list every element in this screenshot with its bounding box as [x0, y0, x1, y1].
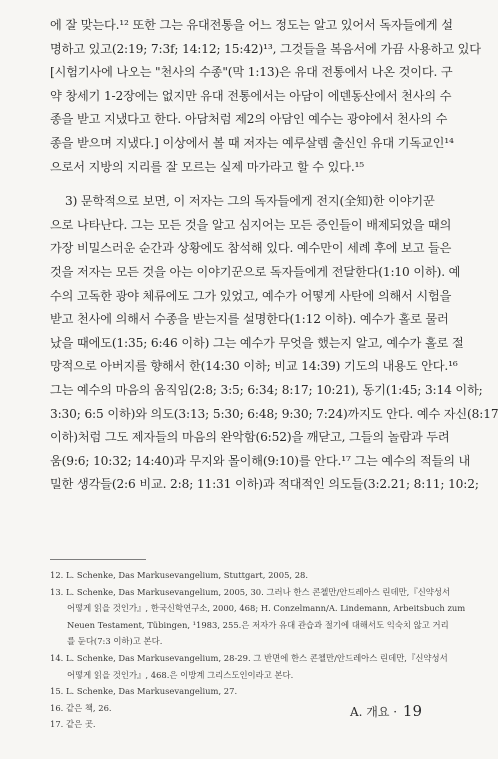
text-line: 밀한 생각들(2:6 비교. 2:8; 11:31 이하)과 적대적인 의도들(3:2.21; 8:11; 10:2; — [50, 477, 479, 492]
footnote — [50, 683, 430, 700]
text-line: 받고 천사에 의해서 수종을 받는지를 설명한다(1:12 이하). 예수가 홀로 물러 — [50, 312, 449, 327]
paragraph — [50, 190, 498, 497]
footnote-line: 어떻게 읽을 것인가』, 468.은 이방계 그리스도인이라고 본다. — [67, 669, 294, 680]
text-line: 났을 때에도(1:35; 6:46 이하) 그는 예수가 무엇을 했는지 알고, 예수가 홀로 절 — [50, 335, 464, 350]
footnote-line: 13. L. Schenke, Das Markusevangelium, 2005, 30. 그러나 한스 콘첼만/안드레아스 린데만,『신약성서 — [50, 586, 451, 597]
footnote-line: 14. L. Schenke, Das Markusevangelium, 28-29. 그 반면에 한스 콘첼만/안드레아스 린데만,『신약성서 — [50, 652, 448, 663]
text-line: 가장 비밀스러운 순간과 상황에도 참석해 있다. 예수만이 세례 후에 보고 들은 — [50, 241, 452, 256]
text-line: 약 창세기 1-2장에는 없지만 유대 전통에서는 아담이 에덴동산에서 천사의 수 — [50, 88, 452, 103]
text-line: 이하)처럼 그도 제자들의 마음의 완악함(6:52)을 깨닫고, 그들의 놀람과 두려 — [50, 430, 450, 445]
text-line: 3) 문학적으로 보면, 이 저자는 그의 독자들에게 전지(全知)한 이야기꾼 — [65, 194, 435, 209]
text-line: 것을 저자는 모든 것을 아는 이야기꾼으로 독자들에게 전달한다(1:10 이하). 예 — [50, 264, 461, 279]
text-line: [시험기사에 나오는 "천사의 수종"(막 1:13)은 유대 전통에서 나온 것이다. 구 — [50, 65, 453, 80]
text-line: 종을 받으며 지냈다.] 이상에서 볼 때 저자는 예루살렘 출신인 유대 기독교인¹⁴ — [50, 135, 454, 150]
footnote — [50, 584, 466, 650]
footnote-line: 어떻게 읽을 것인가』, 한국신학연구소, 2000, 468; H. Conzelmann/A. Lindemann, Arbeitsbuch zum — [67, 603, 466, 614]
paragraph — [50, 14, 481, 179]
text-line: 망적으로 아버지를 향해서 한(14:30 이하; 비교 14:39) 기도의 내용도 안다.¹⁶ — [50, 359, 458, 374]
text-line: 에 잘 맞는다.¹² 또한 그는 유대전통을 어느 정도는 알고 있어서 독자들에게 설 — [50, 18, 453, 32]
text-line: 3:30; 6:5 이하)와 의도(3:13; 5:30; 6:48; 9:30; 7:24)까지도 안다. 예수 자신(8:17 — [50, 406, 498, 421]
footnote-line: 12. L. Schenke, Das Markusevangelium, Stuttgart, 2005, 28. — [50, 570, 309, 580]
footnote-line: 를 둔다(7:3 이하)고 본다. — [67, 636, 163, 647]
text-line: 으로서 지방의 지리를 잘 모르는 실제 마가라고 할 수 있다.¹⁵ — [50, 159, 365, 174]
text-line: 종을 받고 지냈다고 한다. 아담처럼 제2의 아담인 예수는 광야에서 천사의 수 — [50, 112, 448, 127]
text-line: 움(9:6; 10:32; 14:40)과 무지와 몰이해(9:10)를 안다.¹⁷ 그는 예수의 적들의 내 — [50, 453, 471, 468]
running-header: A. 개요 · — [349, 705, 398, 719]
footnote-line: 15. L. Schenke, Das Markusevangelium, 27. — [50, 686, 238, 697]
footnote-line: Neuen Testament, Tübingen, ¹1983, 255.은 저자가 유대 관습과 절기에 대해서도 익숙치 않고 거리 — [67, 619, 449, 630]
footnote-line: 17. 같은 곳. — [50, 719, 96, 730]
text-line: 명하고 있고(2:19; 7:3f; 14:12; 15:42)¹³, 그것들을 복음서에 가끔 사용하고 있다 — [50, 41, 481, 56]
footnote — [50, 650, 448, 683]
footnote-divider — [50, 559, 146, 560]
text-line: 수의 고독한 광야 체류에도 그가 있었고, 예수가 어떻게 사탄에 의해서 시험을 — [50, 288, 452, 303]
page-number: 19 — [402, 702, 422, 720]
main-text — [50, 14, 498, 497]
footnote — [50, 567, 430, 584]
footnote-line: 16. 같은 책, 26. — [50, 702, 112, 713]
page-footer — [350, 702, 422, 720]
text-line: 으로 나타난다. 그는 모든 것을 알고 심지어는 모든 증인들이 배제되었을 때의 — [50, 217, 452, 232]
text-line: 그는 예수의 마음의 움직임(2:8; 3:5; 6:34; 8:17; 10:21), 동기(1:45; 3:14 이하; — [50, 382, 483, 397]
